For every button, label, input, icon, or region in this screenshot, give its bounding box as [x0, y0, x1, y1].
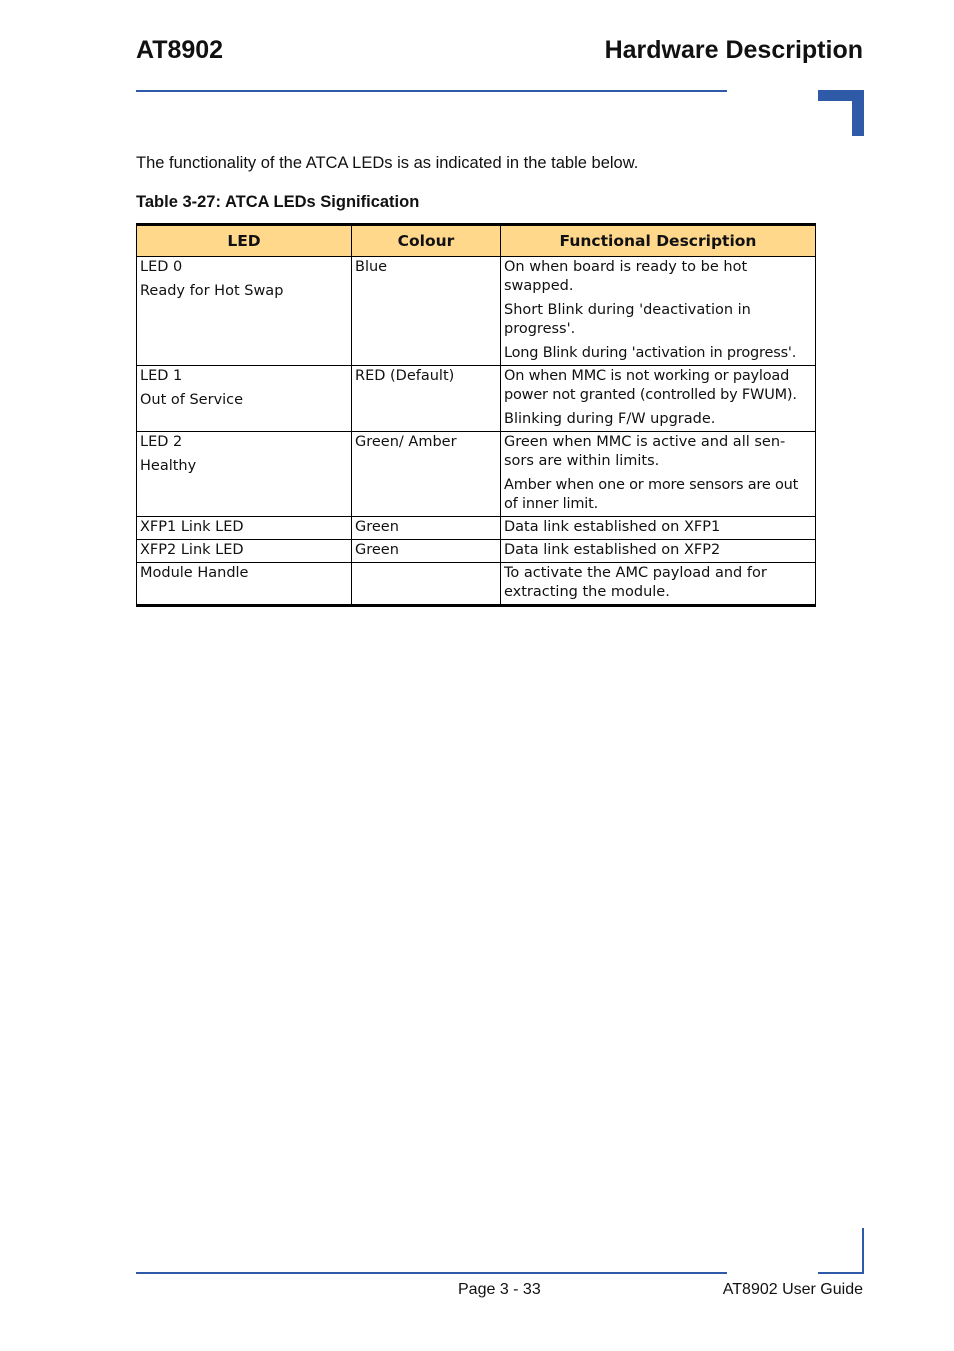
led-cell	[137, 540, 352, 563]
description-line: To activate the AMC payload and for extracting the module.	[504, 565, 767, 600]
table-row	[137, 563, 816, 606]
header-rule	[136, 90, 727, 92]
led-name: XFP1 Link LED	[140, 519, 244, 535]
description-cell	[501, 540, 816, 563]
description-line: Data link established on XFP1	[504, 519, 721, 535]
column-header-led: LED	[137, 225, 352, 257]
led-cell	[137, 563, 352, 606]
column-header-description: Functional Description	[501, 225, 816, 257]
led-name: XFP2 Link LED	[140, 542, 244, 558]
led-name: LED 1	[140, 368, 183, 384]
table-row	[137, 432, 816, 517]
description-cell	[501, 517, 816, 540]
description-line: Blinking during F/W upgrade.	[504, 411, 716, 427]
led-function: Out of Service	[140, 392, 244, 408]
colour-cell	[352, 563, 501, 606]
atca-leds-table	[136, 223, 816, 607]
footer-corner-mark	[818, 1228, 864, 1274]
page-number: Page 3 - 33	[458, 1281, 541, 1298]
description-cell	[501, 366, 816, 432]
table-row	[137, 517, 816, 540]
document-product-title: AT8902	[136, 36, 224, 64]
led-cell	[137, 366, 352, 432]
led-function: Healthy	[140, 458, 197, 474]
chapter-title: Hardware Description	[604, 36, 863, 64]
document-name: AT8902 User Guide	[722, 1281, 863, 1298]
led-cell	[137, 257, 352, 366]
description-line: Short Blink during 'deactivation in progress'.	[504, 302, 751, 337]
colour-cell: RED (Default)	[352, 366, 501, 432]
colour-cell: Green/ Amber	[352, 432, 501, 517]
description-line: Green when MMC is active and all sen-sors are within limits.	[504, 434, 786, 469]
description-cell	[501, 432, 816, 517]
header-corner-mark	[818, 90, 864, 136]
description-line: Amber when one or more sensors are out of inner limit.	[504, 477, 799, 512]
table-row	[137, 366, 816, 432]
footer-rule	[136, 1272, 727, 1274]
table-row	[137, 540, 816, 563]
description-line: Data link established on XFP2	[504, 542, 721, 558]
led-name: LED 2	[140, 434, 183, 450]
colour-cell: Green	[352, 540, 501, 563]
description-cell	[501, 257, 816, 366]
led-cell	[137, 517, 352, 540]
colour-cell: Green	[352, 517, 501, 540]
intro-paragraph: The functionality of the ATCA LEDs is as indicated in the table below.	[136, 154, 639, 172]
description-line: On when MMC is not working or payload power not granted (controlled by FWUM).	[504, 368, 797, 403]
description-line: Long Blink during 'activation in progress'.	[504, 345, 797, 361]
led-function: Ready for Hot Swap	[140, 283, 284, 299]
led-name: LED 0	[140, 259, 183, 275]
column-header-colour: Colour	[352, 225, 501, 257]
table-row	[137, 257, 816, 366]
led-cell	[137, 432, 352, 517]
description-line: On when board is ready to be hot swapped.	[504, 259, 748, 294]
table-caption: Table 3-27: ATCA LEDs Signification	[136, 193, 420, 211]
led-name: Module Handle	[140, 565, 249, 581]
description-cell	[501, 563, 816, 606]
colour-cell: Blue	[352, 257, 501, 366]
table-header-row	[137, 225, 816, 257]
